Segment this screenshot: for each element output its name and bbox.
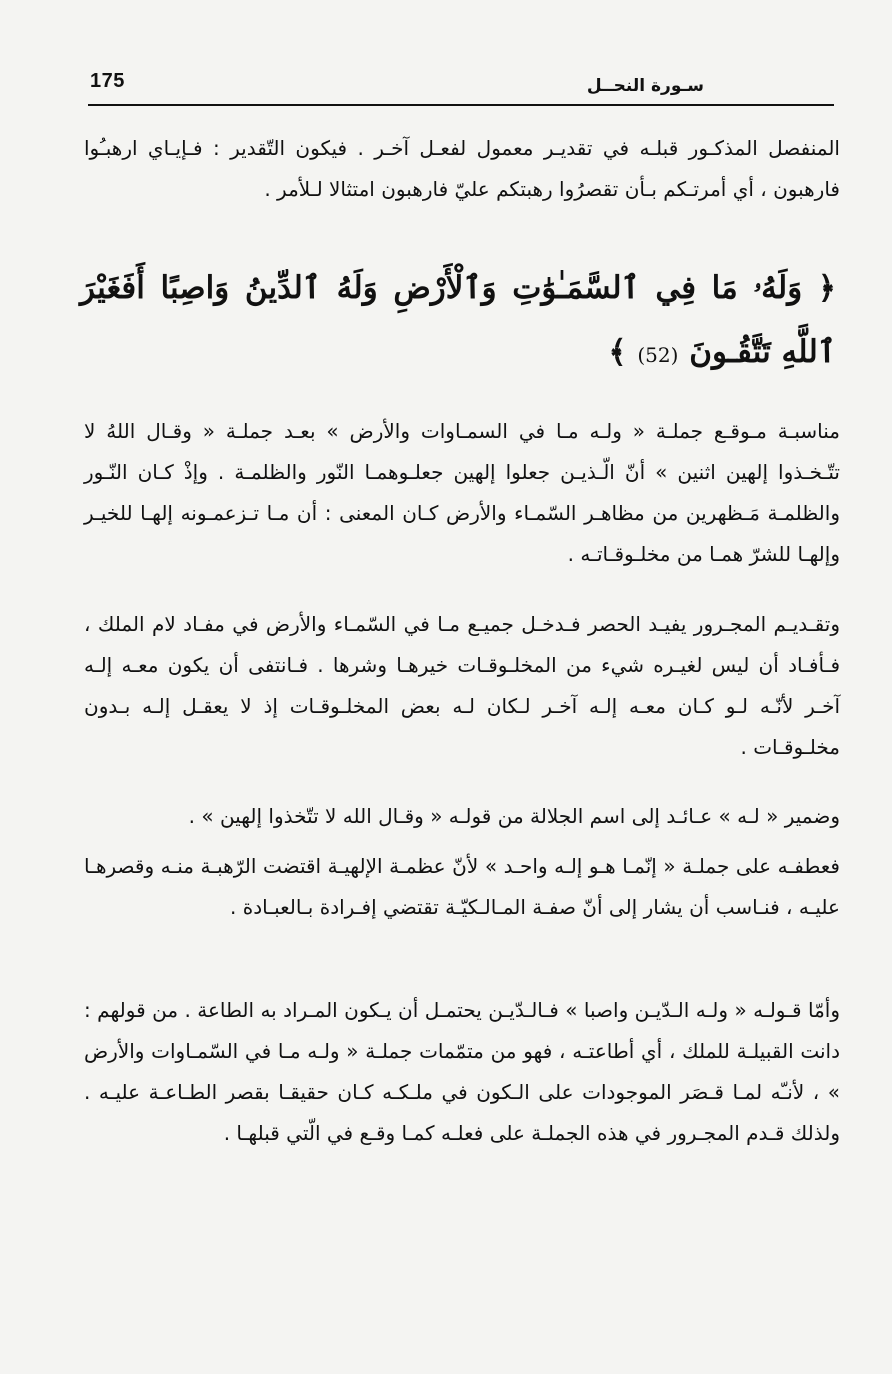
quran-verse [80,256,836,387]
paragraph-2: مناسبـة مـوقـع جملـة « ولـه مـا في السمـاوات والأرض » بعـد جملـة « وقـال اللهُ لا تتّـخـذوا إلهين اثنين » أنّ الّـذيـن جعلوا إلهين جعلـوهمـا النّور والظلمـة . وإذْ كـان النّـور والظلمـة مَـظهرين من مظاهـر السّمـاء والأرض كـان المعنى : أن مـا تـزعمـونه إلهـا للخيـر وإلهـا للشرّ همـا من مخلـوقـاتـه . [84,419,840,566]
surah-title: سـورة النحــل [586,76,704,96]
verse-number: (52) [637,343,679,367]
paragraph-3: وتقـديـم المجـرور يفيـد الحصر فـدخـل جميـع مـا في السّمـاء والأرض في مفـاد لام الملك ، فـأفـاد أن ليس لغيـره شيء من المخلـوقـات خيرهـا وشرها . فـانتفى أن يكون معـه إلـه آخـر لأنّـه لـو كـان معـه إلـه آخـر لـكان لـه بعض المخلـوقـات إذ لا يعقـل إلـه بـدون مخلـوقـات . [84,612,840,759]
page-number: 175 [90,70,125,92]
page-header [88,66,834,106]
paragraph-1: المنفصل المذكـور قبلـه في تقديـر معمول لفعـل آخـر . فيكون التّقدير : فـإيـاي ارهبـُوا فارهبون ، أي أمرتـكم بـأن تقصرُوا رهبتكم عليّ فارهبون امتثالا لـلأمر . [84,136,840,201]
verse-text: ﴿ وَلَهُۥ مَا فِي ٱلسَّمَـٰوَٰتِ وَٱلْأَرْضِ وَلَهُ ٱلدِّينُ وَاصِبًا أَفَغَيْرَ ٱللَّهِ تَتَّقُـونَ [80,270,836,370]
verse-close-bracket: ﴾ [608,334,627,370]
paragraph-4: وضمير « لـه » عـائـد إلى اسم الجلالة من قولـه « وقـال الله لا تتّخذوا إلهين » . [188,804,840,828]
paragraph-5: فعطفـه على جملـة « إنّمـا هـو إلـه واحـد » لأنّ عظمـة الإلهيـة اقتضت الرّهبـة منـه وقصرهـا عليـه ، فنـاسب أن يشار إلى أنّ صفـة المـالـكيّـة تقتضي إفـرادة بـالعبـادة . [84,854,840,919]
paragraph-6: وأمّا قـولـه « ولـه الـدّيـن واصبا » فـالـدّيـن يحتمـل أن يـكون المـراد به الطاعة . من قولهم : دانت القبيلـة للملك ، أي أطاعتـه ، فهو من متمّمات جملـة « ولـه مـا في السّمـاوات والأرض » ، لأنـّه لمـا قـصَر الموجودات على الـكون في ملـكـه كـان حقيقـا بقصر الطـاعـة عليـه . ولذلك قـدم المجـرور في هذه الجملـة على فعلـه كمـا وقـع في الّتي قبلهـا . [84,998,840,1145]
header-divider [88,104,834,106]
